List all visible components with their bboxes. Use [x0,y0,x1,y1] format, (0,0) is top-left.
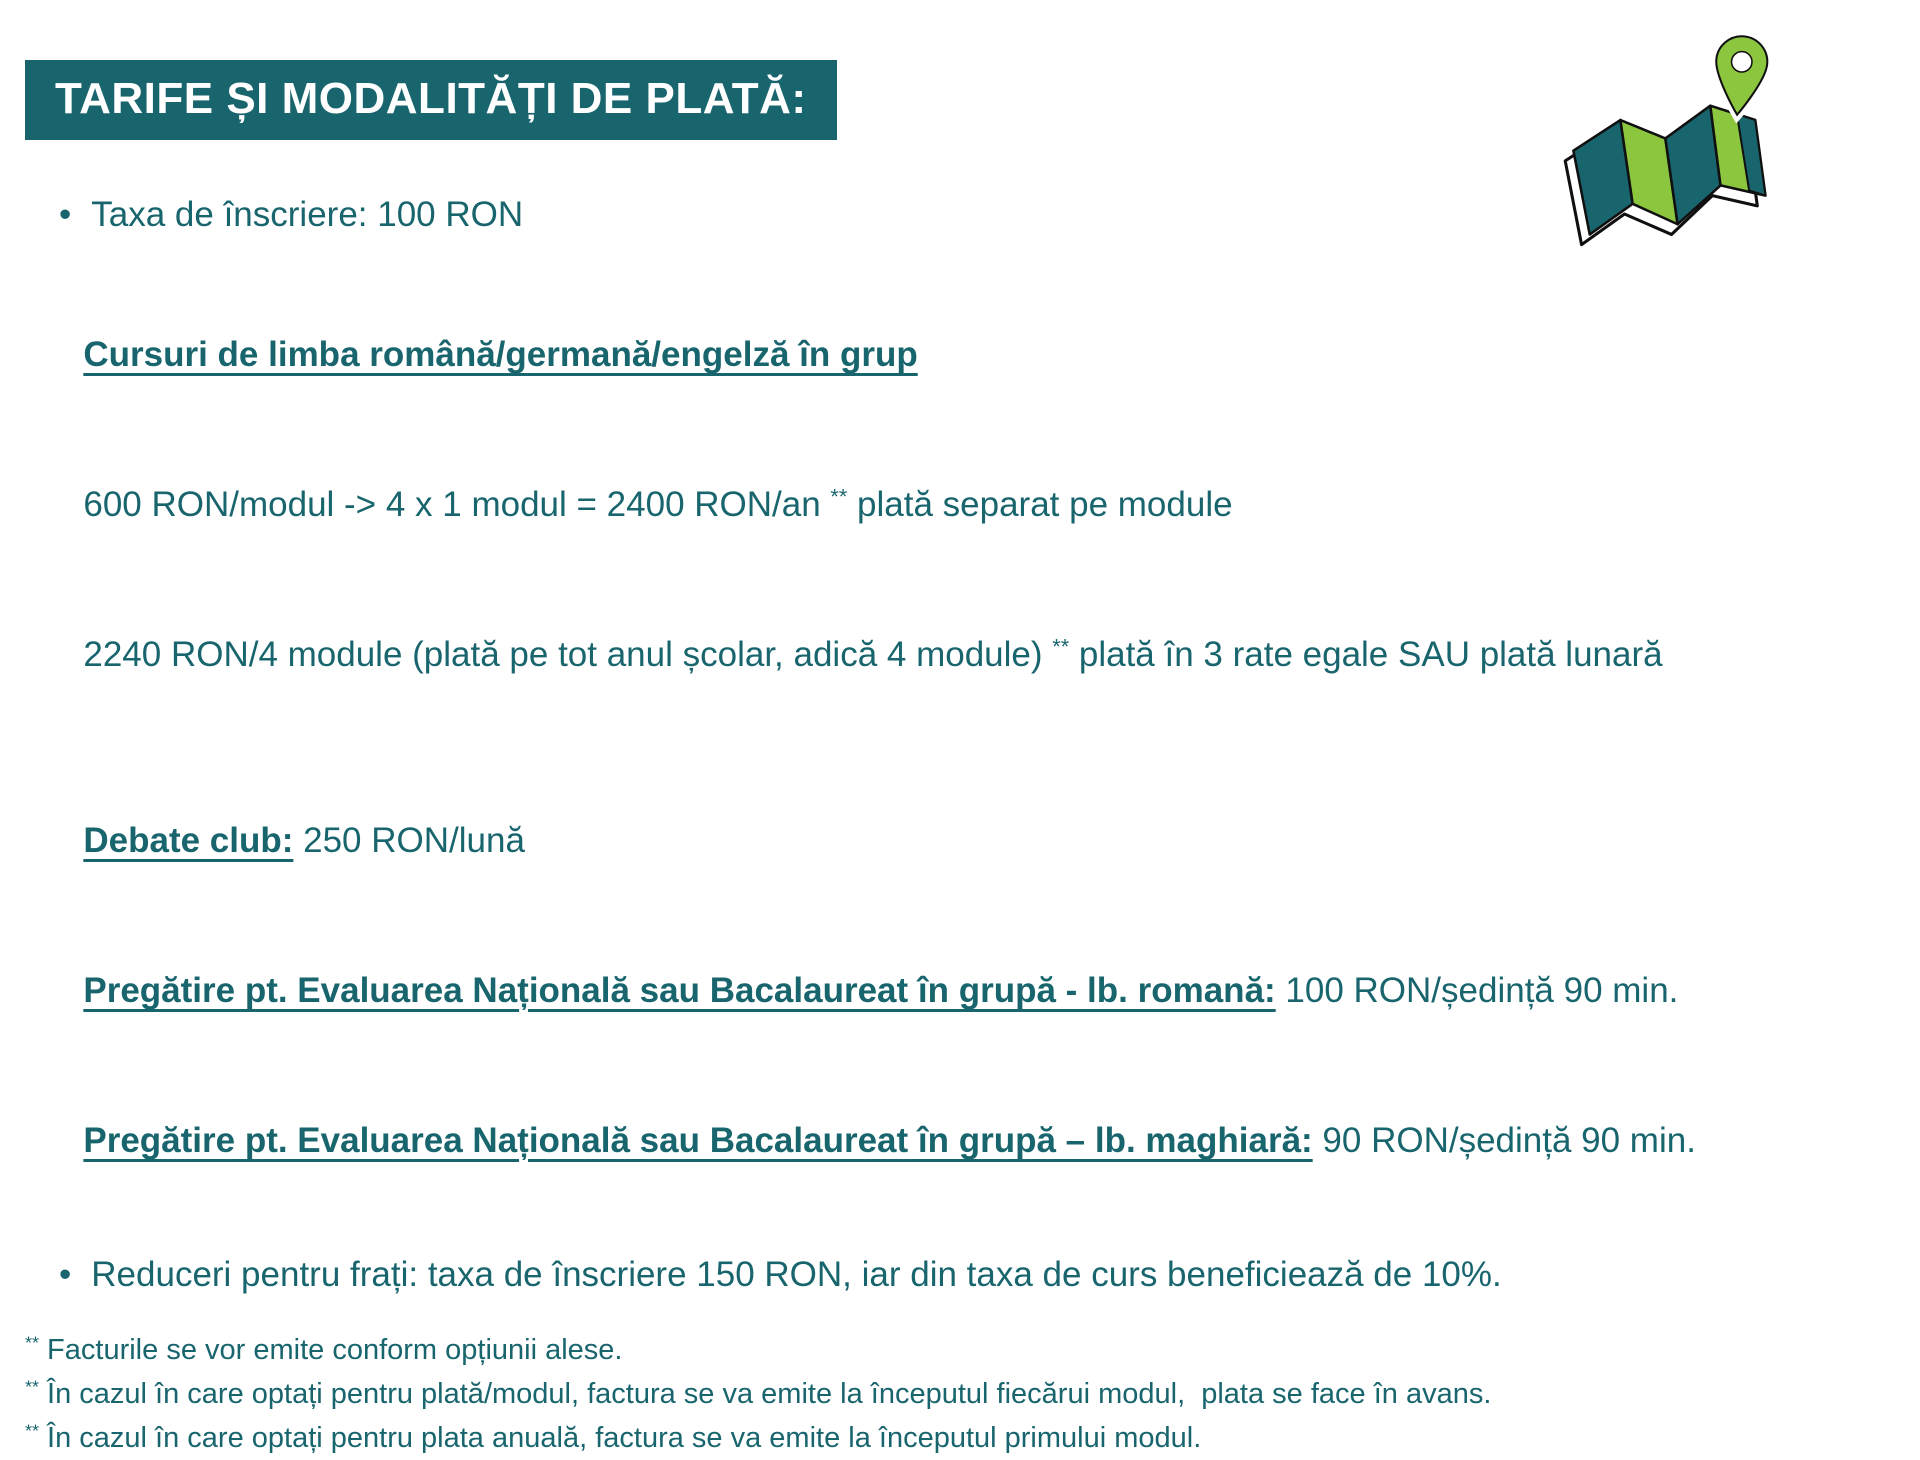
annual-price-note: plată în 3 rate egale SAU plată lunară [1069,635,1663,674]
map-location-logo [1555,30,1790,255]
footnote-annual-payment-text: În cazul în care optați pentru plata anuală, factura se va emite la începutul primului modul. [39,1422,1202,1454]
module-price-note: plată separat pe module [847,485,1233,524]
module-price-main: 600 RON/modul -> 4 x 1 modul = 2400 RON/an [83,485,831,524]
prep-romanian-price: 100 RON/ședință 90 min. [1275,971,1679,1010]
footnote-per-module-payment-text: În cazul în care optați pentru plată/modul, factura se va emite la începutul fiecărui modul, plata se face în avans. [39,1378,1492,1410]
footnote-invoice-option [25,1328,1920,1372]
page-title-banner [25,60,837,140]
prep-romanian-label: Pregătire pt. Evaluarea Națională sau Bacalaureat în grupă - lb. romană: [83,971,1276,1010]
asterisks-icon: ** [1052,633,1070,659]
footnote-per-module-payment [25,1372,1920,1416]
footnotes-block [25,1328,1920,1460]
group-courses-heading-text: Cursuri de limba română/germană/engelză în grup [83,335,918,374]
debate-club-label: Debate club: [83,821,294,860]
prep-hungarian-price: 90 RON/ședință 90 min. [1312,1121,1696,1160]
prep-hungarian-label: Pregătire pt. Evaluarea Națională sau Bacalaureat în grupă – lb. maghiară: [83,1121,1313,1160]
bullet-dot-icon: • [59,195,72,234]
page-title: TARIFE ȘI MODALITĂȚI DE PLATĂ: [55,74,807,123]
module-price-line [25,430,1920,580]
annual-price-line [25,580,1920,730]
sibling-discount-bullet [25,1250,1920,1300]
sibling-discount-text: Reduceri pentru frați: taxa de înscriere 150 RON, iar din taxa de curs beneficiează de 10%. [91,1255,1502,1294]
annual-price-main: 2240 RON/4 module (plată pe tot anul școlar, adică 4 module) [83,635,1053,674]
asterisks-icon: ** [25,1420,39,1441]
pin-hole-icon [1731,51,1753,73]
debate-club-price: 250 RON/lună [293,821,525,860]
asterisks-icon: ** [25,1376,39,1397]
asterisks-icon: ** [830,483,848,509]
asterisks-icon: ** [25,1332,39,1353]
pricing-content [0,190,1920,1460]
prep-romanian-line [25,916,1920,1066]
map-pin-icon [1712,34,1770,117]
debate-club-line [25,766,1920,916]
bullet-dot-icon: • [59,1255,72,1294]
group-courses-heading [25,280,1920,430]
prep-hungarian-line [25,1066,1920,1216]
footnote-annual-payment [25,1416,1920,1460]
folded-map-icon [1573,106,1765,235]
registration-fee-text: Taxa de înscriere: 100 RON [91,195,524,234]
folded-map-with-pin-icon [1555,30,1790,255]
footnote-invoice-option-text: Facturile se vor emite conform opțiunii alese. [39,1334,623,1366]
